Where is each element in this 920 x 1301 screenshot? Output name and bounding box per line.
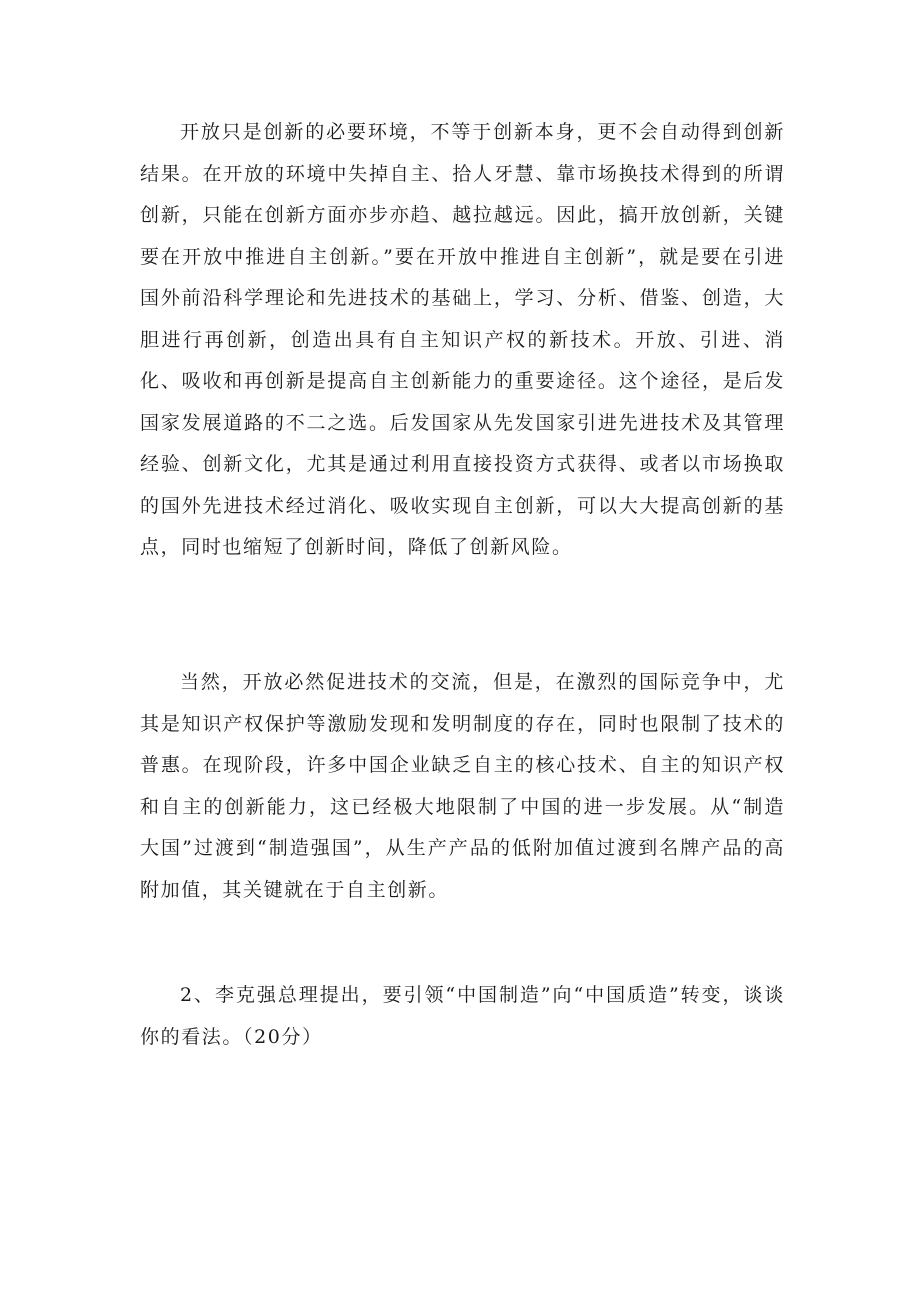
body-paragraph-technology-exchange: 当然，开放必然促进技术的交流，但是，在激烈的国际竞争中，尤其是知识产权保护等激励发现和发明制度的存在，同时也限制了技术的普惠。在现阶段，许多中国企业缺乏自主的核心技术、自主的知识产权和自主的创新能力，这已经极大地限制了中国的进一步发展。从“制造大国”过渡到“制造强国”，从生产产品的低附加值过渡到名牌产品的高附加值，其关键就在于自主创新。 (140, 671, 785, 901)
question-paragraph: 2、李克强总理提出，要引领“中国制造”向“中国质造”转变，谈谈你的看法。（20分） (140, 984, 785, 1048)
body-paragraph-open-innovation: 开放只是创新的必要环境，不等于创新本身，更不会自动得到创新结果。在开放的环境中失掉自主、拾人牙慧、靠市场换技术得到的所谓创新，只能在创新方面亦步亦趋、越拉越远。因此，搞开放创新，关键要在开放中推进自主创新。”要在开放中推进自主创新”，就是要在引进国外前沿科学理论和先进技术的基础上，学习、分析、借鉴、创造，大胆进行再创新，创造出具有自主知识产权的新技术。开放、引进、消化、吸收和再创新是提高自主创新能力的重要途径。这个途径，是后发国家发展道路的不二之选。后发国家从先发国家引进先进技术及其管理经验、创新文化，尤其是通过利用直接投资方式获得、或者以市场换取的国外先进技术经过消化、吸收实现自主创新，可以大大提高创新的基点，同时也缩短了创新时间，降低了创新风险。 (140, 121, 785, 558)
